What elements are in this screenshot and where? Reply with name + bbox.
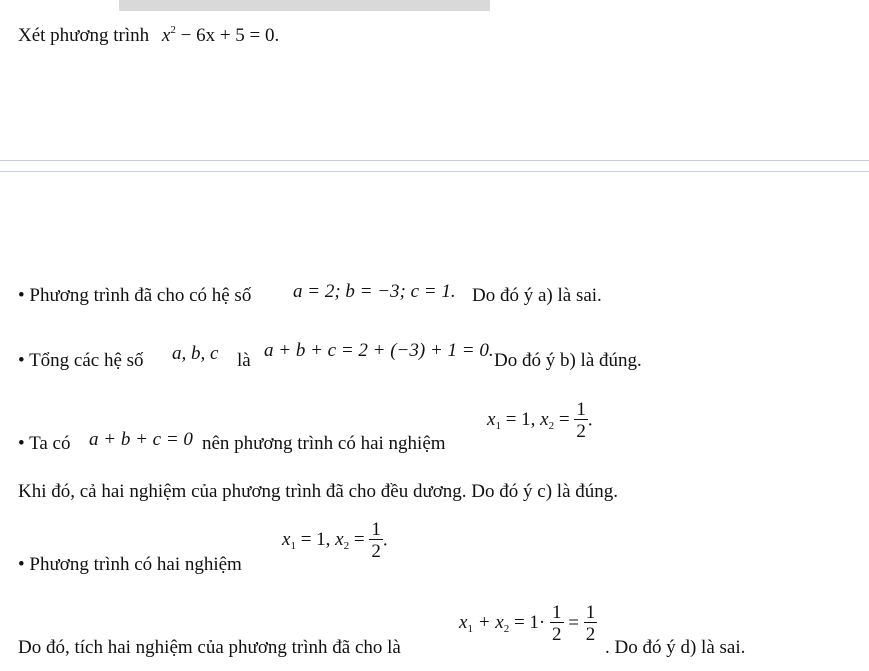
conclusion-product: $x_1 + x_2 = 1\cdot$ $\frac{1}{2}$ = $\frac{1}{2}$ [459,602,596,645]
bullet-item-4 [18,554,242,576]
item3-period: . [587,409,593,431]
bullet-item-2 [18,350,144,372]
conclusion-fraction-1 [550,603,564,644]
item1-coefficients: a = 2; b = −3; c = 1. [293,281,456,302]
bullet-2: • [18,350,25,371]
bullet-3: • [18,433,25,454]
item4-fraction [369,520,383,561]
item2-conclusion: Do đó ý b) là đúng. [494,350,642,371]
item4-period: . [382,529,388,551]
item3-roots: $x_1 = 1$, $x_2$ = $\frac{1}{2}$ . [487,399,593,442]
frac1-num: 1 [552,602,562,623]
conclusion-after: . Do đó ý d) là sai. [605,637,746,658]
item1-conclusion: Do đó ý a) là sai. [472,285,602,306]
item3-roots-eq: = [558,409,570,430]
item2-la: là [237,350,251,371]
item3-condition: a + b + c = 0 [89,429,193,450]
divider-bottom [0,171,869,172]
bullet-1: • [18,285,25,306]
bullet-4: • [18,554,25,575]
product-mid: = 1· [513,612,546,633]
positive-roots-line: Khi đó, cả hai nghiệm của phương trình đã cho đều dương. Do đó ý c) là đúng. [18,481,619,502]
item3-middle: nên phương trình có hai nghiệm [202,433,446,454]
item4-frac-num: 1 [371,519,381,540]
item4-frac-den: 2 [371,541,381,562]
item2-sum: a + b + c = 2 + (−3) + 1 = 0. [264,340,494,361]
product-eq: = [568,612,579,634]
problem-equation-tail: − 6x + 5 = 0. [180,25,280,46]
bullet-item-3 [18,433,70,455]
item2-vars: a, b, c [172,343,219,364]
conclusion-fraction-2 [584,603,598,644]
item4-roots-eq: = [353,529,365,550]
item4-text: Phương trình có hai nghiệm [29,554,242,575]
conclusion-text: Do đó, tích hai nghiệm của phương trình đã cho là [18,637,401,658]
divider-top [0,160,869,161]
frac1-den: 2 [552,624,562,645]
problem-statement [18,24,279,47]
frac2-num: 1 [585,602,596,623]
bullet-item-1 [18,285,251,307]
item1-text: Phương trình đã cho có hệ số [29,285,252,306]
problem-equation: $x^2 - 6x + 5 = 0$. [161,24,280,46]
item3-text: Ta có [29,433,71,454]
item2-text: Tổng các hệ số [29,350,144,371]
item3-roots-prefix: = 1, [505,409,536,430]
problem-prefix: Xét phương trình [18,25,150,46]
frac2-den: 2 [585,624,596,645]
item4-roots: $x_1 = 1$, $x_2$ = $\frac{1}{2}$ . [282,519,388,562]
item3-frac-den: 2 [576,421,586,442]
item3-frac-num: 1 [576,399,586,420]
item3-fraction [574,400,588,441]
item4-roots-prefix: = 1, [300,529,331,550]
top-gray-bar [119,0,490,11]
